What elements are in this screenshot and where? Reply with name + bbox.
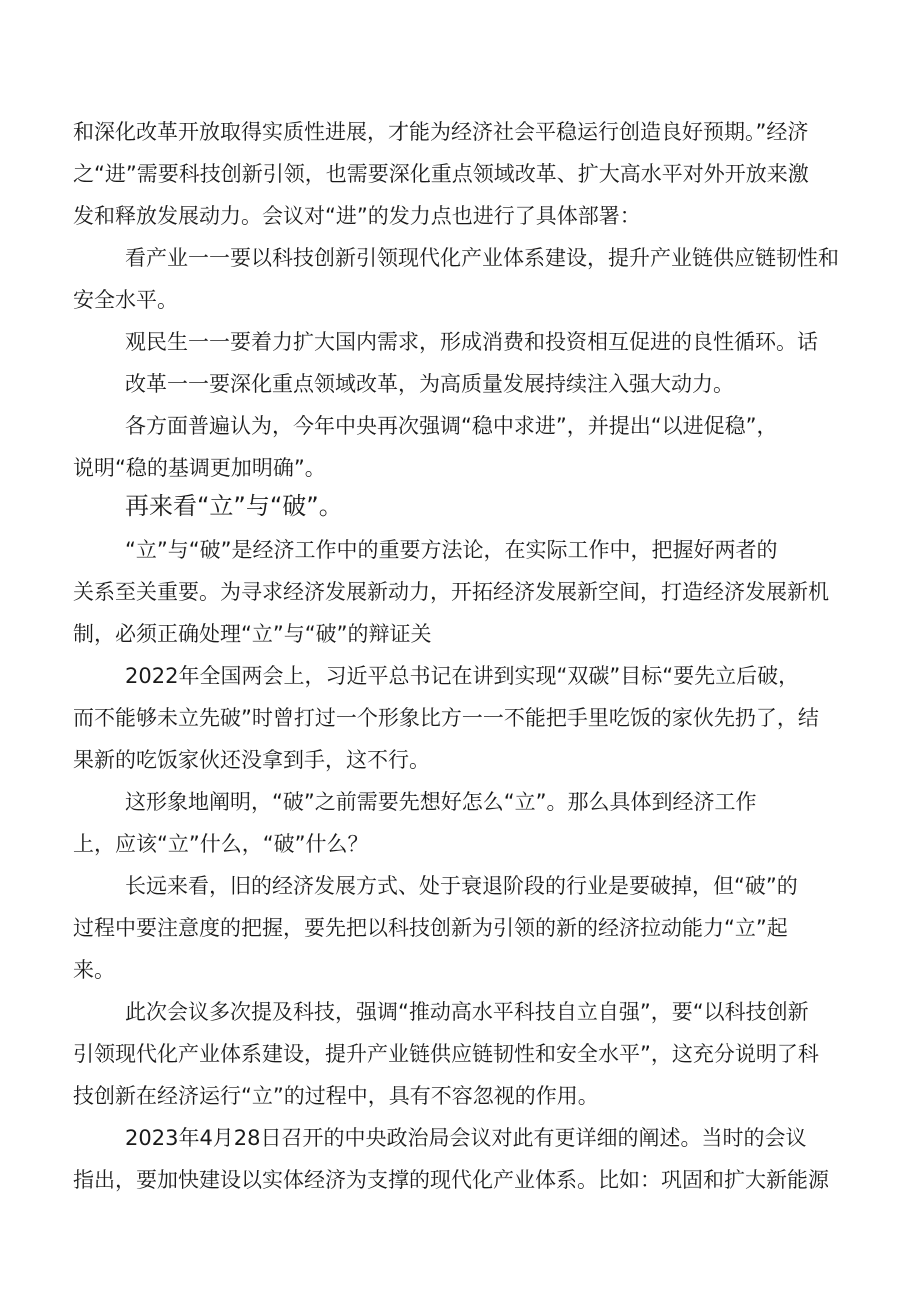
text-line: 各方面普遍认为，今年中央再次强调“稳中求进”，并提出“以进促稳”， xyxy=(125,414,778,438)
text-line: 改革一一要深化重点领域改革，为高质量发展持续注入强大动力。 xyxy=(125,372,734,396)
section-heading: 再来看“立”与“破”。 xyxy=(125,492,343,520)
text-line: 和深化改革开放取得实质性进展，才能为经济社会平稳运行创造良好预期。”经济 xyxy=(73,120,809,144)
text-line: 之“进”需要科技创新引领，也需要深化重点领域改革、扩大高水平对外开放来激 xyxy=(73,162,809,186)
text-line: 果新的吃饭家伙还没拿到手，这不行。 xyxy=(73,748,430,772)
text-line: 上，应该“立”什么，“破”什么？ xyxy=(73,832,369,856)
text-line: 安全水平。 xyxy=(73,288,178,312)
text-line: 过程中要注意度的把握，要先把以科技创新为引领的新的经济拉动能力“立”起 xyxy=(73,916,788,940)
text-line: 2022年全国两会上，习近平总书记在讲到实现“双碳”目标“要先立后破， xyxy=(125,664,800,688)
text-line: 观民生一一要着力扩大国内需求，形成消费和投资相互促进的良性循环。话 xyxy=(125,330,818,354)
text-line: 来。 xyxy=(73,958,115,982)
text-line: 发和释放发展动力。会议对“进”的发力点也进行了具体部署： xyxy=(73,204,641,228)
text-line: 关系至关重要。为寻求经济发展新动力，开拓经济发展新空间，打造经济发展新机 xyxy=(73,580,829,604)
text-line: 而不能够未立先破”时曾打过一个形象比方一一不能把手里吃饭的家伙先扔了，结 xyxy=(73,706,819,730)
text-line: 此次会议多次提及科技，强调“推动高水平科技自立自强”，要“以科技创新 xyxy=(125,1000,809,1024)
text-line: 制，必须正确处理“立”与“破”的辩证关 xyxy=(73,622,432,646)
text-line: 指出，要加快建设以实体经济为支撑的现代化产业体系。比如：巩固和扩大新能源 xyxy=(73,1168,829,1192)
text-line: 长远来看，旧的经济发展方式、处于衰退阶段的行业是要破掉，但“破”的 xyxy=(125,874,798,898)
text-line: 引领现代化产业体系建设，提升产业链供应链韧性和安全水平”，这充分说明了科 xyxy=(73,1042,819,1066)
text-line: 2023年4月28日召开的中央政治局会议对此有更详细的阐述。当时的会议 xyxy=(125,1126,807,1150)
text-line: “立”与“破”是经济工作中的重要方法论，在实际工作中，把握好两者的 xyxy=(125,538,778,562)
text-line: 这形象地阐明，“破”之前需要先想好怎么“立”。那么具体到经济工作 xyxy=(125,790,757,814)
text-line: 看产业一一要以科技创新引领现代化产业体系建设，提升产业链供应链韧性和 xyxy=(125,246,839,270)
text-line: 技创新在经济运行“立”的过程中，具有不容忽视的作用。 xyxy=(73,1084,599,1108)
text-line: 说明“稳的基调更加明确”。 xyxy=(73,456,326,480)
